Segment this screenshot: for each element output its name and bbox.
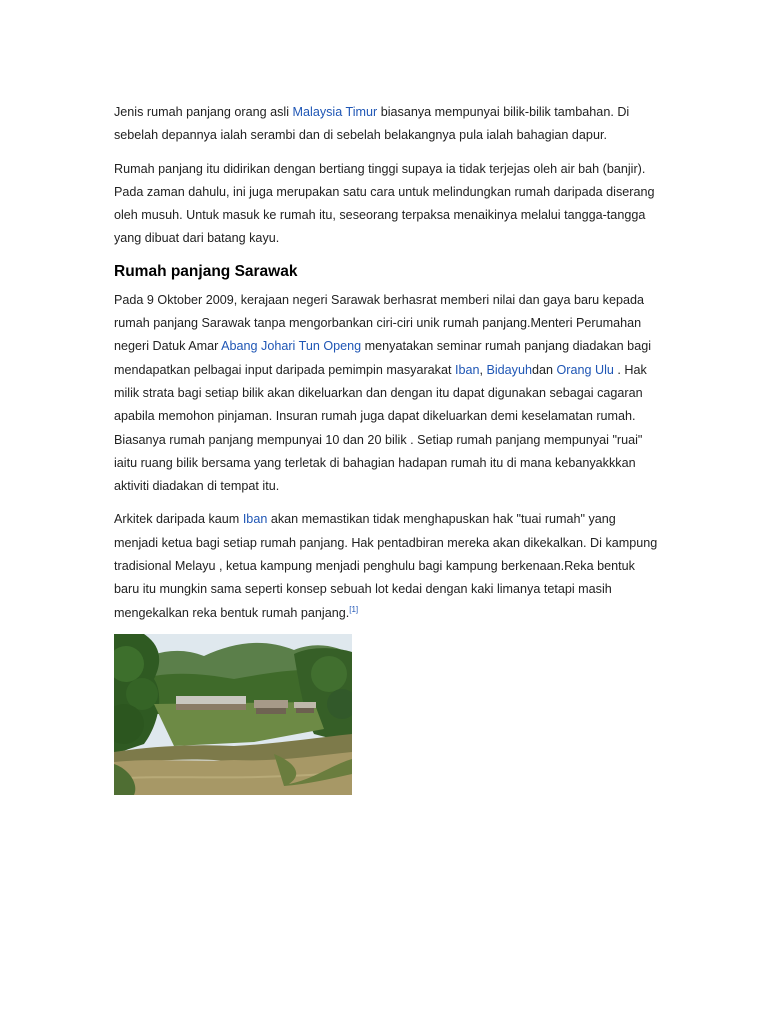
text-run: biasanya mempunyai bilik-bilik tambahan. Di sebelah depannya ialah serambi dan di sebelah belakangnya pula ialah bahagian dapur. [114,105,630,143]
paragraph-sarawak-plan [114,289,662,499]
link-iban-architect[interactable]: Iban [242,512,268,527]
link-bidayuh[interactable]: Bidayuh [486,362,532,377]
paragraph-intro [114,101,662,148]
text-run: , [479,362,487,377]
text-run: Arkitek daripada kaum [114,512,243,527]
reference-link[interactable]: [1] [349,604,359,614]
article-body [114,101,662,635]
link-abang-johari[interactable]: Abang Johari Tun Openg [221,339,362,354]
text-run: . Hak milik strata bagi setiap bilik akan dikeluarkan dan dengan itu dapat digunakan sebagai cagaran apabila memohon pinjaman. Insuran rumah juga dapat dikeluarkan demi keselamatan rumah. Biasanya rumah panjang mempunyai 10 dan 20 bilik . Setiap rumah panjang mempunyai "ruai" iaitu ruang bilik bersama yang terletak di bahagian hadapan rumah itu di mana kebanyakkkan aktiviti diadakan di tempat itu. [114,362,647,494]
link-iban[interactable]: Iban [454,362,480,377]
text-run: Pada 9 Oktober 2009, kerajaan negeri Sarawak berhasrat memberi nilai dan gaya baru kepada rumah panjang Sarawak tanpa mengorbankan ciri-ciri unik rumah panjang.Menteri Perumahan negeri Datuk Amar [114,292,644,354]
link-orang-ulu[interactable]: Orang Ulu [556,362,614,377]
link-malaysia-timur[interactable]: Malaysia Timur [292,105,378,119]
longhouse-photo [114,634,352,795]
paragraph-architect [114,508,662,624]
text-run: Jenis rumah panjang orang asli [114,105,293,119]
section-heading-sarawak: Rumah panjang Sarawak [114,262,298,280]
text-run: dan [531,362,557,377]
text-run: menyatakan seminar rumah panjang diadakan bagi mendapatkan pelbagai input daripada pemimpin masyarakat [114,339,651,377]
text-run: akan memastikan tidak menghapuskan hak "tuai rumah" yang menjadi ketua bagi setiap rumah panjang. Hak pentadbiran mereka akan dikekalkan. Di kampung tradisional Melayu , ketua kampung menjadi penghulu bagi kampung berkenaan.Reka bentuk baru itu mungkin sama seperti konsep sebuah lot kedai dengan kaki limanya tetapi masih mengekalkan reka bentuk rumah panjang. [114,512,658,620]
paragraph-stilts: Rumah panjang itu didirikan dengan bertiang tinggi supaya ia tidak terjejas oleh air bah (banjir). Pada zaman dahulu, ini juga merupakan satu cara untuk melindungkan rumah daripada diserang oleh musuh. Untuk masuk ke rumah itu, seseorang terpaksa menaikinya melalui tangga-tangga yang dibuat dari batang kayu. [114,161,655,246]
